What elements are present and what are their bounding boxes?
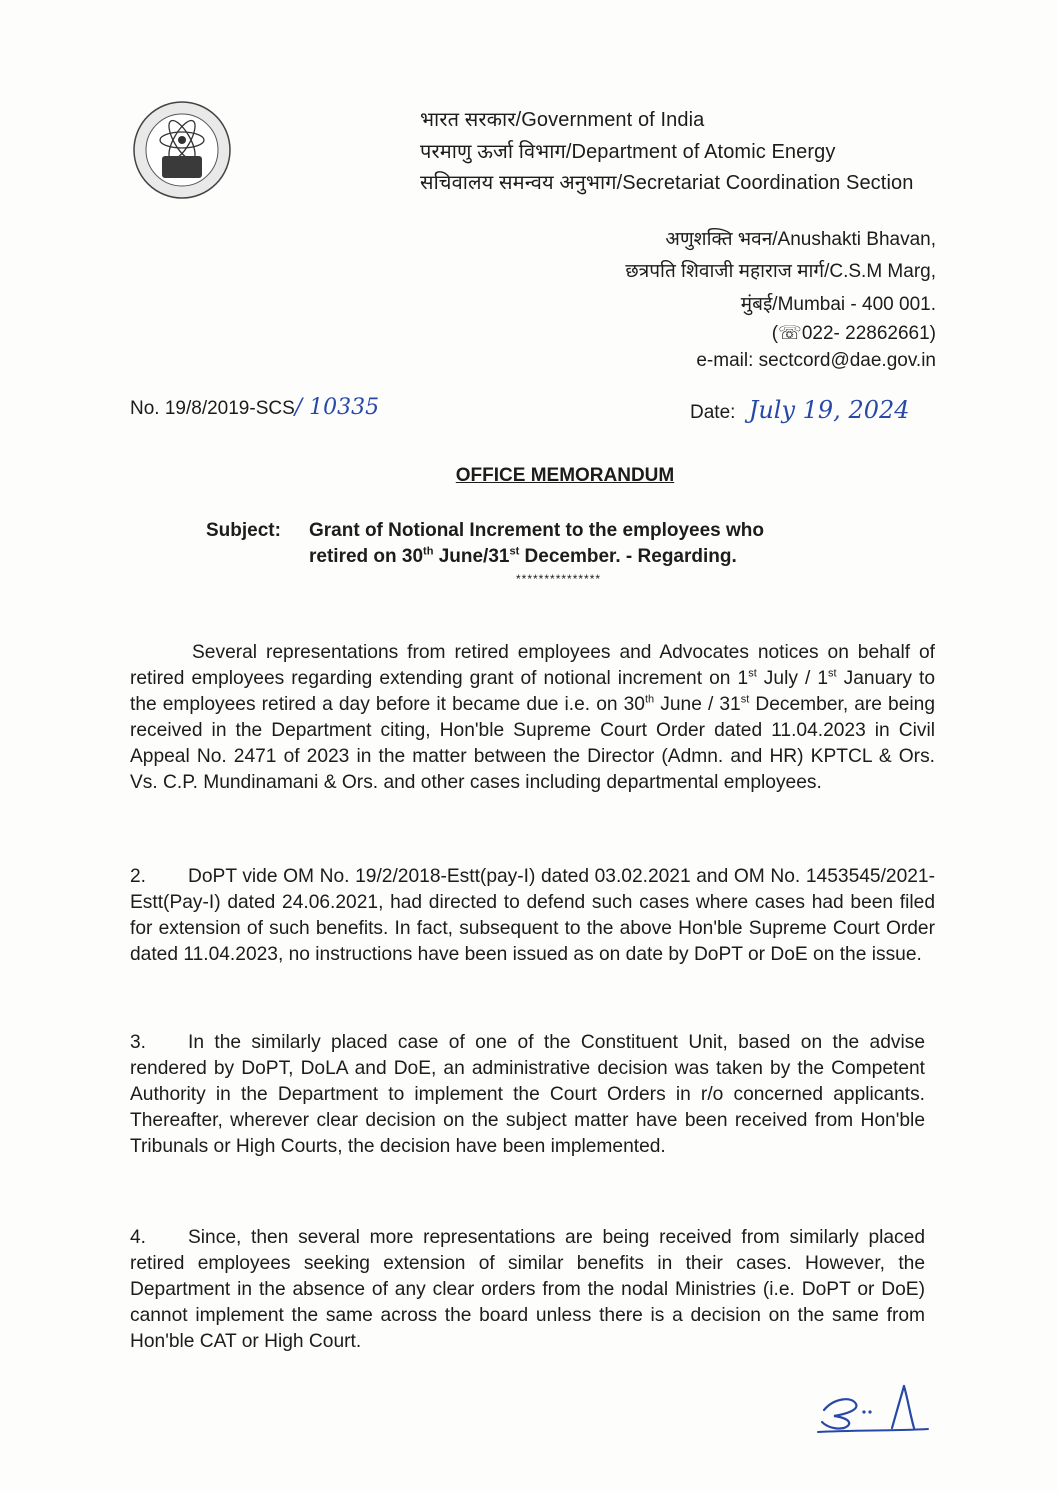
paragraph-3-number: 3. — [130, 1032, 147, 1053]
address-street: छत्रपति शिवाजी महाराज मार्ग/C.S.M Marg, — [625, 261, 936, 282]
handwritten-initials-icon — [804, 1378, 934, 1438]
subject-separator-stars: *************** — [516, 572, 602, 586]
date-handwritten: July 19, 2024 — [748, 396, 910, 424]
memo-title: OFFICE MEMORANDUM — [455, 465, 675, 486]
subject-line-1: Grant of Notional Increment to the employees who — [309, 520, 764, 541]
address-building: अणुशक्ति भवन/Anushakti Bhavan, — [665, 229, 936, 250]
subject-line-2: retired on 30th June/31st December. - Regarding. — [309, 545, 737, 567]
memo-subject — [206, 518, 886, 570]
paragraph-3-text: In the similarly placed case of one of the Constituent Unit, based on the advise rendered by DoPT, DoLA and DoE, an administrative decision was taken by the Competent Authority in the Department to implement the Court Orders in r/o concerned applicants. Thereafter, wherever clear decision on the subject matter have been received from Hon'ble Tribunals or High Courts, the decision have been implemented. — [130, 1032, 925, 1157]
header-section-line: सचिवालय समन्वय अनुभाग/Secretariat Coordination Section — [420, 172, 914, 194]
header-dept-line: परमाणु ऊर्जा विभाग/Department of Atomic Energy — [420, 141, 836, 163]
reference-number — [130, 395, 379, 420]
address-city: मुंबई/Mumbai - 400 001. — [740, 294, 936, 315]
paragraph-4-text: Since, then several more representations are being received from similarly placed retired employees seeking extension of similar benefits in their cases. However, the Department in the absence of any clear orders from the nodal Ministries (i.e. DoPT or DoE) cannot implement the same across the board unless there is a decision on the same from Hon'ble CAT or High Court. — [130, 1227, 925, 1352]
paragraph-4 — [130, 1225, 925, 1355]
paragraph-4-number: 4. — [130, 1227, 147, 1248]
reference-number-prefix: No. 19/8/2019-SCS — [130, 398, 295, 419]
address-phone: (☏022- 22862661) — [771, 323, 936, 344]
header-govt-line: भारत सरकार/Government of India — [420, 109, 705, 131]
dae-emblem-icon — [132, 100, 232, 200]
memo-date — [690, 396, 910, 424]
paragraph-2-text: DoPT vide OM No. 19/2/2018-Estt(pay-I) dated 03.02.2021 and OM No. 1453545/2021-Estt(Pay-I) dated 24.06.2021, had directed to defend such cases where cases had been filed for extension of such benefits. In fact, subsequent to the above Hon'ble Supreme Court Order dated 11.04.2023, no instructions have been issued as on date by DoPT or DoE on the issue. — [130, 866, 935, 965]
address-email: e-mail: sectcord@dae.gov.in — [696, 350, 936, 371]
reference-number-handwritten: / 10335 — [294, 395, 380, 420]
date-label: Date: — [690, 402, 736, 423]
subject-label: Subject: — [206, 520, 281, 541]
paragraph-3 — [130, 1030, 925, 1160]
paragraph-2-number: 2. — [130, 866, 147, 887]
paragraph-1: Several representations from retired employees and Advocates notices on behalf of retired employees regarding extending grant of notional increment on 1st July / 1st January to the employees retired a day before it became due i.e. on 30th June / 31st December, are being received in the Department citing, Hon'ble Supreme Court Order dated 11.04.2023 in Civil Appeal No. 2471 of 2023 in the matter between the Director (Admn. and HR) KPTCL & Ors. Vs. C.P. Mundinamani & Ors. and other cases including departmental employees. — [130, 642, 936, 793]
paragraph-2 — [130, 864, 935, 968]
